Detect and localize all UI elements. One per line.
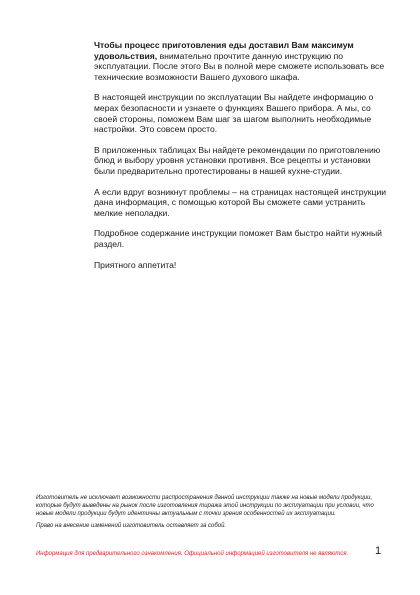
paragraph-safety: В настоящей инструкции по эксплуатации Вы найдете информацию о мерах безопасности и узнаете о функциях Вашего прибора. А мы, со своей стороны, поможем Вам шаг за шагом выполнить необходимые настройки. Это совсем просто. xyxy=(94,92,374,135)
preliminary-notice: Информация для предварительного ознакомления. Официальной информацией изготовителя не являются. xyxy=(36,551,349,557)
paragraph-troubleshooting: А если вдруг возникнут проблемы – на страницах настоящей инструкции дана информация, с помощью которой Вы сможете сами устранить мелкие неполадки. xyxy=(94,186,387,218)
paragraph-contents: Подробное содержание инструкции поможет Вам быстро найти нужный раздел. xyxy=(94,228,382,249)
footnote-disclaimer: Изготовитель не исключает возможности распространения данной инструкции также на новые модели продукции, которые будут выведены на рынок после изготовления тиража этой инструкции по эксплуатации при условии, что новые модели продукции будут идентичны актуальным с точки зрения особенностей их эксплуатации. xyxy=(36,495,374,518)
intro-lead: Чтобы процесс приготовления еды доставил Вам максимум удовольствия, xyxy=(94,40,354,61)
main-text-block xyxy=(94,40,390,280)
page-number: 1 xyxy=(375,545,382,557)
intro-rest: внимательно прочтите данную инструкцию по эксплуатации. После этого Вы в полной мере сможете использовать все технические возможности Вашего духового шкафа. xyxy=(94,50,385,82)
intro-paragraph xyxy=(94,40,390,82)
paragraph-closing: Приятного аппетита! xyxy=(94,259,177,270)
footnote-rights: Право на внесение изменений изготовитель оставляет за собой. xyxy=(36,522,227,529)
paragraph-tables: В приложенных таблицах Вы найдете рекомендации по приготовлению блюд и выбору уровня установки противня. Все рецепты и установки были предварительно протестированы в нашей кухне-студии. xyxy=(94,144,381,176)
footnote xyxy=(36,494,376,533)
